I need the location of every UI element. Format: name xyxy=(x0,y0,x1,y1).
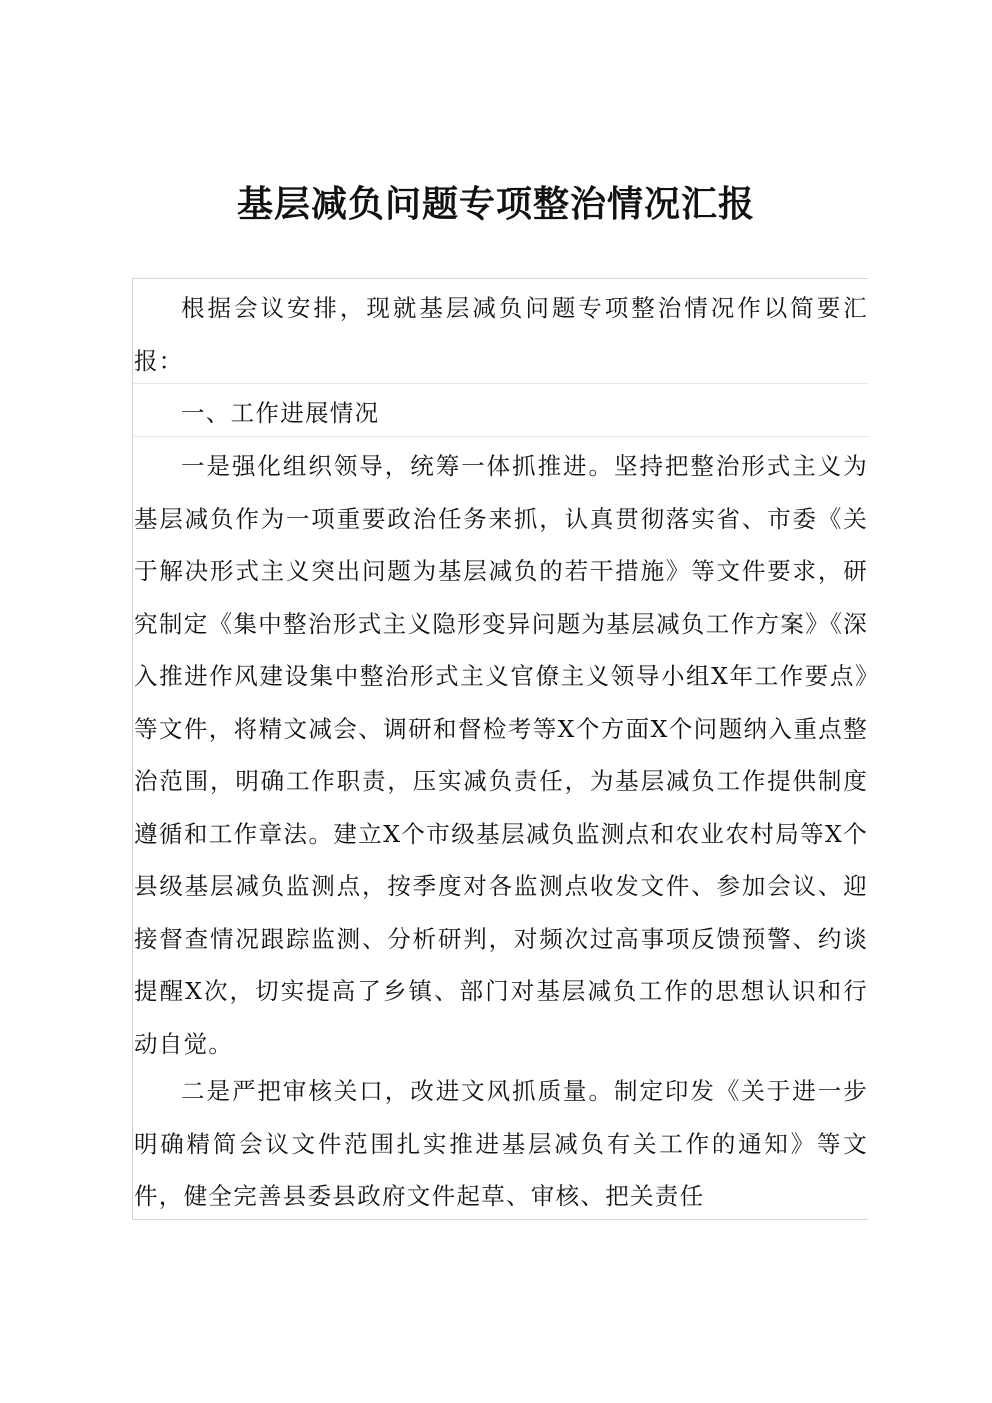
section-heading: 一、工作进展情况 xyxy=(181,399,380,427)
intro-paragraph: 根据会议安排，现就基层减负问题专项整治情况作以简要汇报： xyxy=(134,294,868,375)
item-two-paragraph: 二是严把审核关口，改进文风抓质量。制定印发《关于进一步明确精简会议文件范围扎实推进基层减负有关工作的通知》等文件，健全完善县委县政府文件起草、审核、把关责任 xyxy=(134,1077,868,1210)
paragraph-divider xyxy=(133,436,868,437)
paragraph-divider xyxy=(133,383,868,384)
item-one-paragraph: 一是强化组织领导，统筹一体抓推进。坚持把整治形式主义为基层减负作为一项重要政治任务来抓，认真贯彻落实省、市委《关于解决形式主义突出问题为基层减负的若干措施》等文件要求，研究制定《集中整治形式主义隐形变异问题为基层减负工作方案》《深入推进作风建设集中整治形式主义官僚主义领导小组X年工作要点》等文件，将精文减会、调研和督检考等X个方面X个问题纳入重点整治范围，明确工作职责，压实减负责任，为基层减负工作提供制度遵循和工作章法。建立X个市级基层减负监测点和农业农村局等X个县级基层减负监测点，按季度对各监测点收发文件、参加会议、迎接督查情况跟踪监测、分析研判，对频次过高事项反馈预警、约谈提醒X次，切实提高了乡镇、部门对基层减负工作的思想认识和行动自觉。 xyxy=(134,452,868,1058)
document-title: 基层减负问题专项整治情况汇报 xyxy=(236,183,755,225)
